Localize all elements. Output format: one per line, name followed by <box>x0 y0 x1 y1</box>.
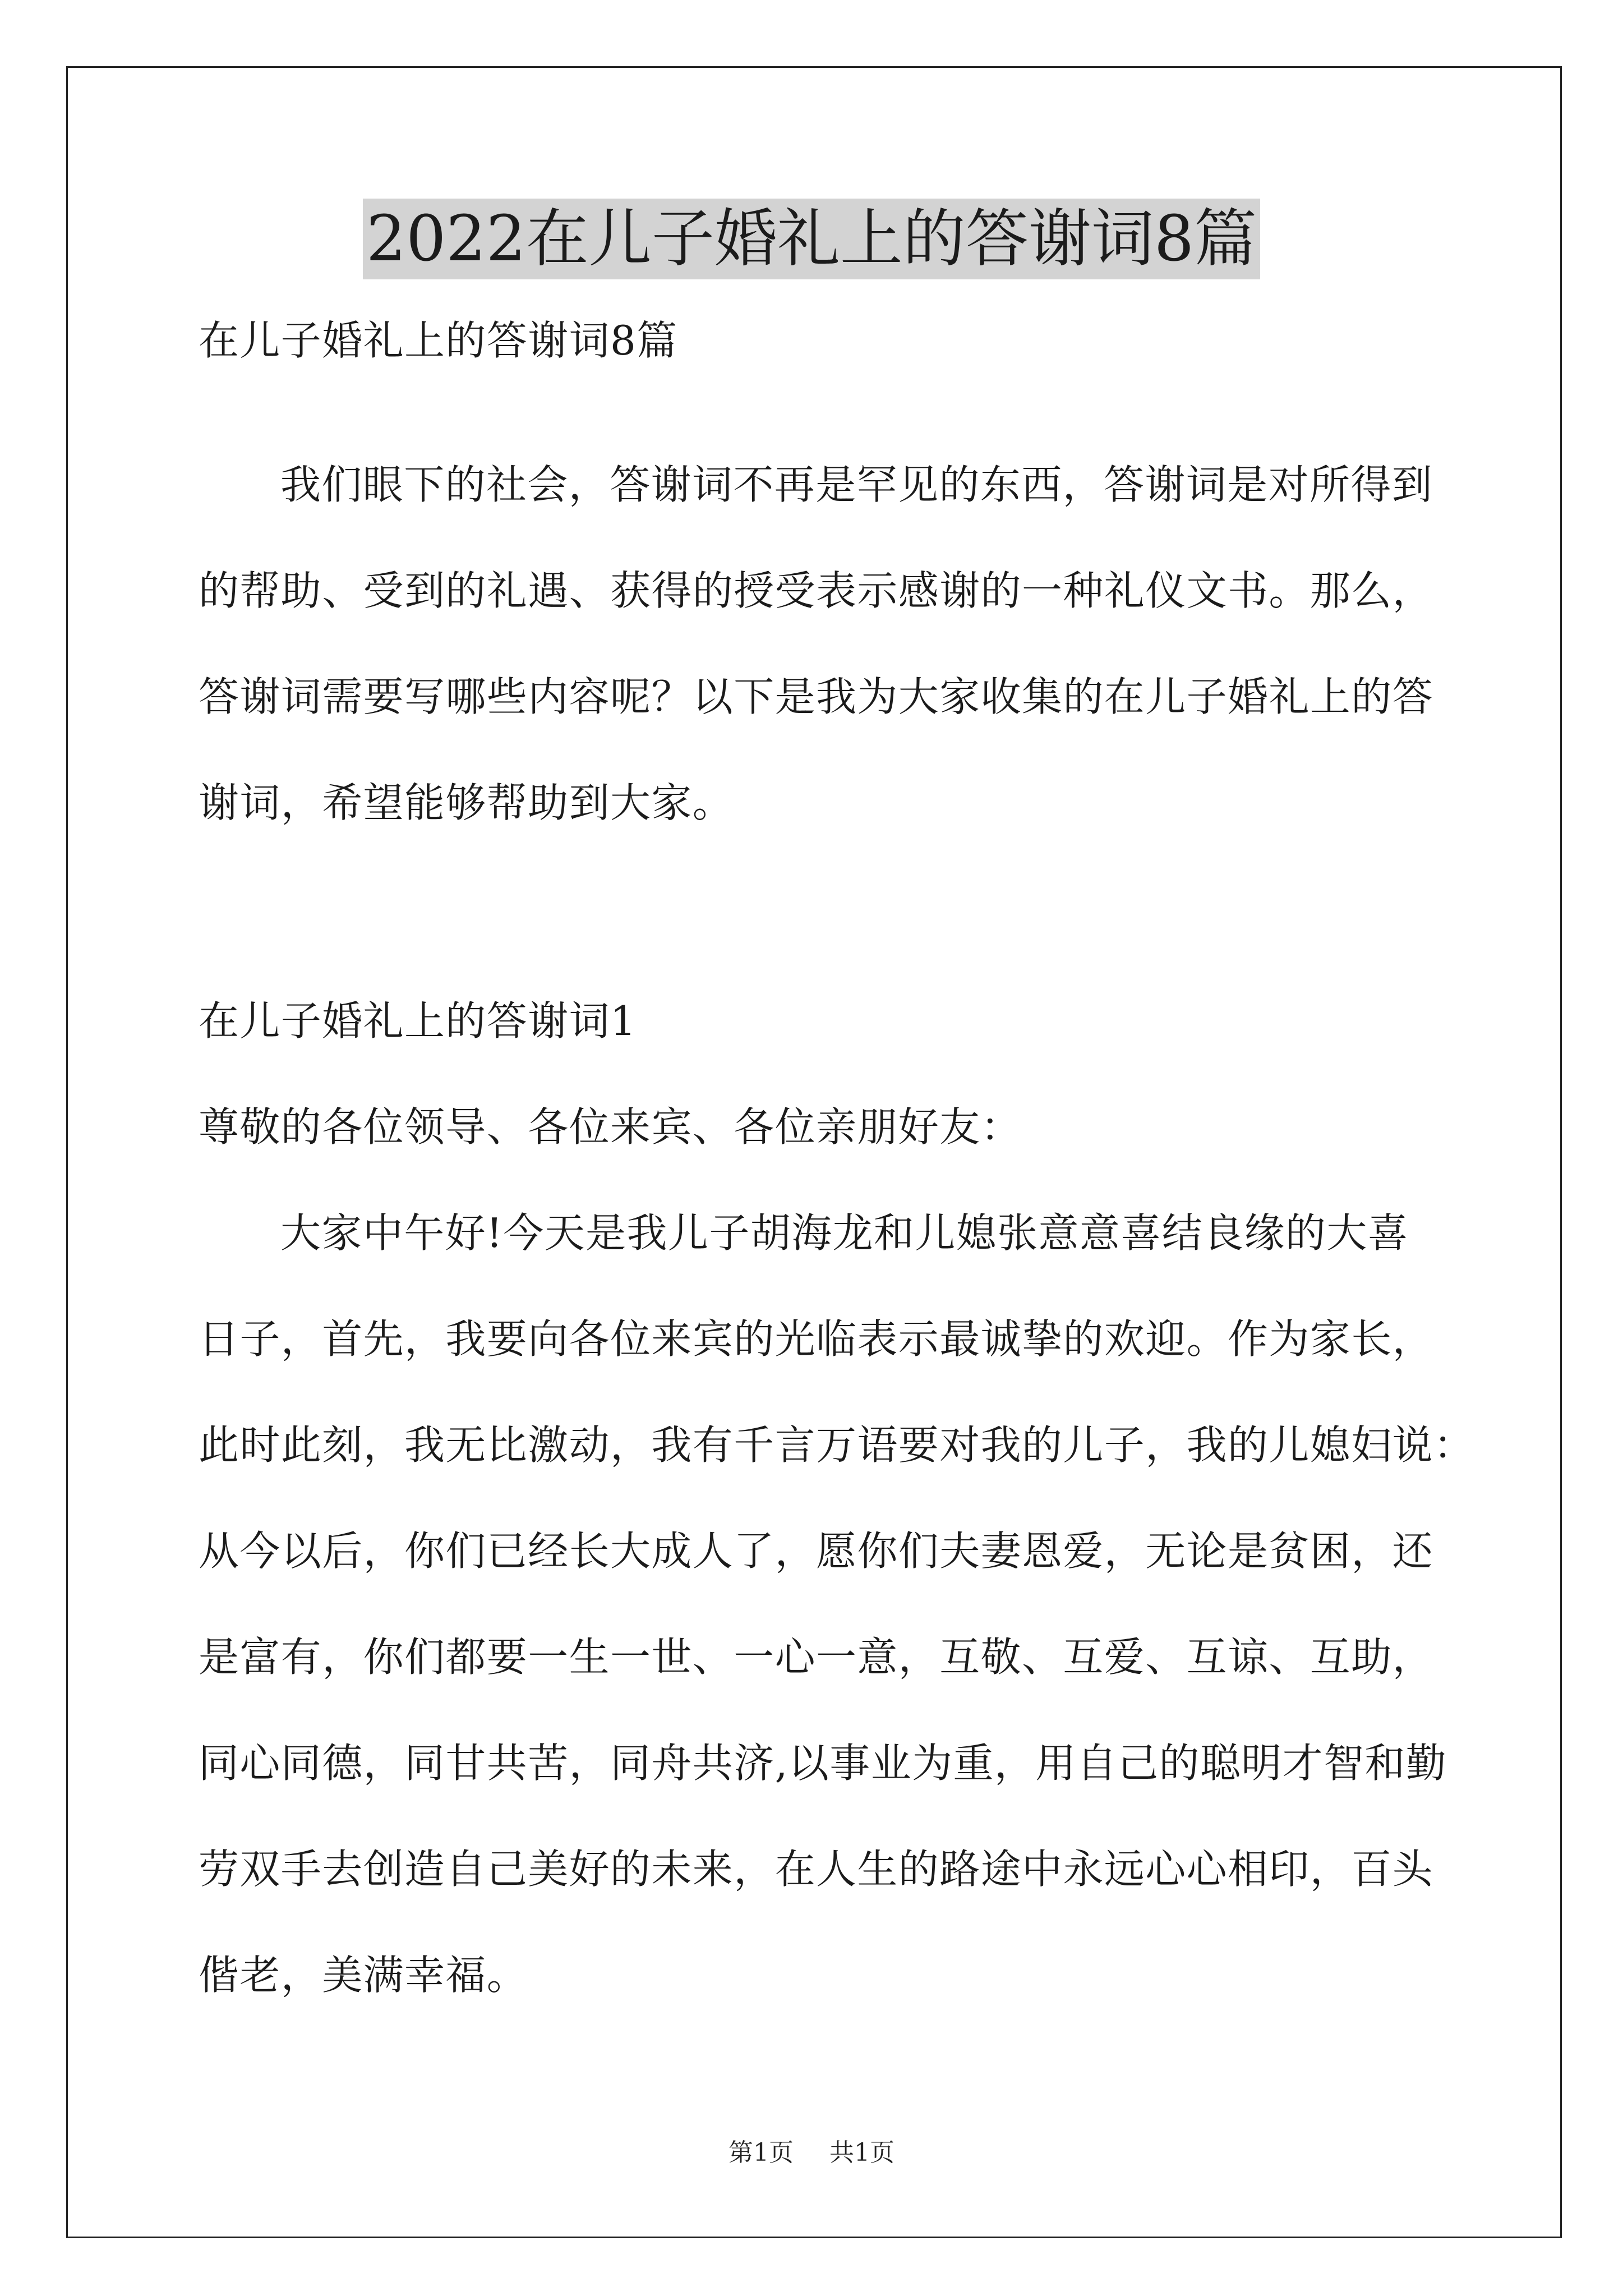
speech-line: 从今以后，你们已经长大成人了，愿你们夫妻恩爱，无论是贫困，还 <box>199 1527 1434 1575</box>
intro-line: 我们眼下的社会，答谢词不再是罕见的东西，答谢词是对所得到 <box>280 461 1433 508</box>
title-container <box>0 199 1623 279</box>
salutation: 尊敬的各位领导、各位来宾、各位亲朋好友： <box>199 1103 1022 1151</box>
page-total: 共1页 <box>829 2138 895 2167</box>
speech-line: 此时此刻，我无比激动，我有千言万语要对我的儿子，我的儿媳妇说： <box>199 1421 1475 1469</box>
speech-line: 日子，首先，我要向各位来宾的光临表示最诚挚的欢迎。作为家长， <box>199 1315 1434 1363</box>
speech-line: 大家中午好!今天是我儿子胡海龙和儿媳张意意喜结良缘的大喜 <box>280 1209 1409 1257</box>
speech-line: 劳双手去创造自己美好的未来，在人生的路途中永远心心相印，百头 <box>199 1846 1434 1893</box>
section-heading: 在儿子婚礼上的答谢词1 <box>199 997 637 1045</box>
speech-line: 偕老，美满幸福。 <box>199 1952 528 1999</box>
document-title: 2022在儿子婚礼上的答谢词8篇 <box>363 199 1260 279</box>
page-number: 第1页 <box>728 2138 794 2167</box>
document-subtitle: 在儿子婚礼上的答谢词8篇 <box>199 317 678 364</box>
intro-line: 答谢词需要写哪些内容呢？以下是我为大家收集的在儿子婚礼上的答 <box>199 673 1434 720</box>
document-body <box>199 288 1533 2028</box>
intro-paragraph <box>199 432 1533 856</box>
speech-line: 同心同德，同甘共苦，同舟共济,以事业为重，用自己的聪明才智和勤 <box>199 1740 1447 1787</box>
speech-paragraph <box>199 1180 1533 2028</box>
page-footer <box>0 2137 1623 2169</box>
intro-line: 的帮助、受到的礼遇、获得的授受表示感谢的一种礼仪文书。那么， <box>199 567 1434 614</box>
intro-line: 谢词，希望能够帮助到大家。 <box>199 779 734 826</box>
speech-line: 是富有，你们都要一生一世、一心一意，互敬、互爱、互谅、互助， <box>199 1634 1434 1681</box>
